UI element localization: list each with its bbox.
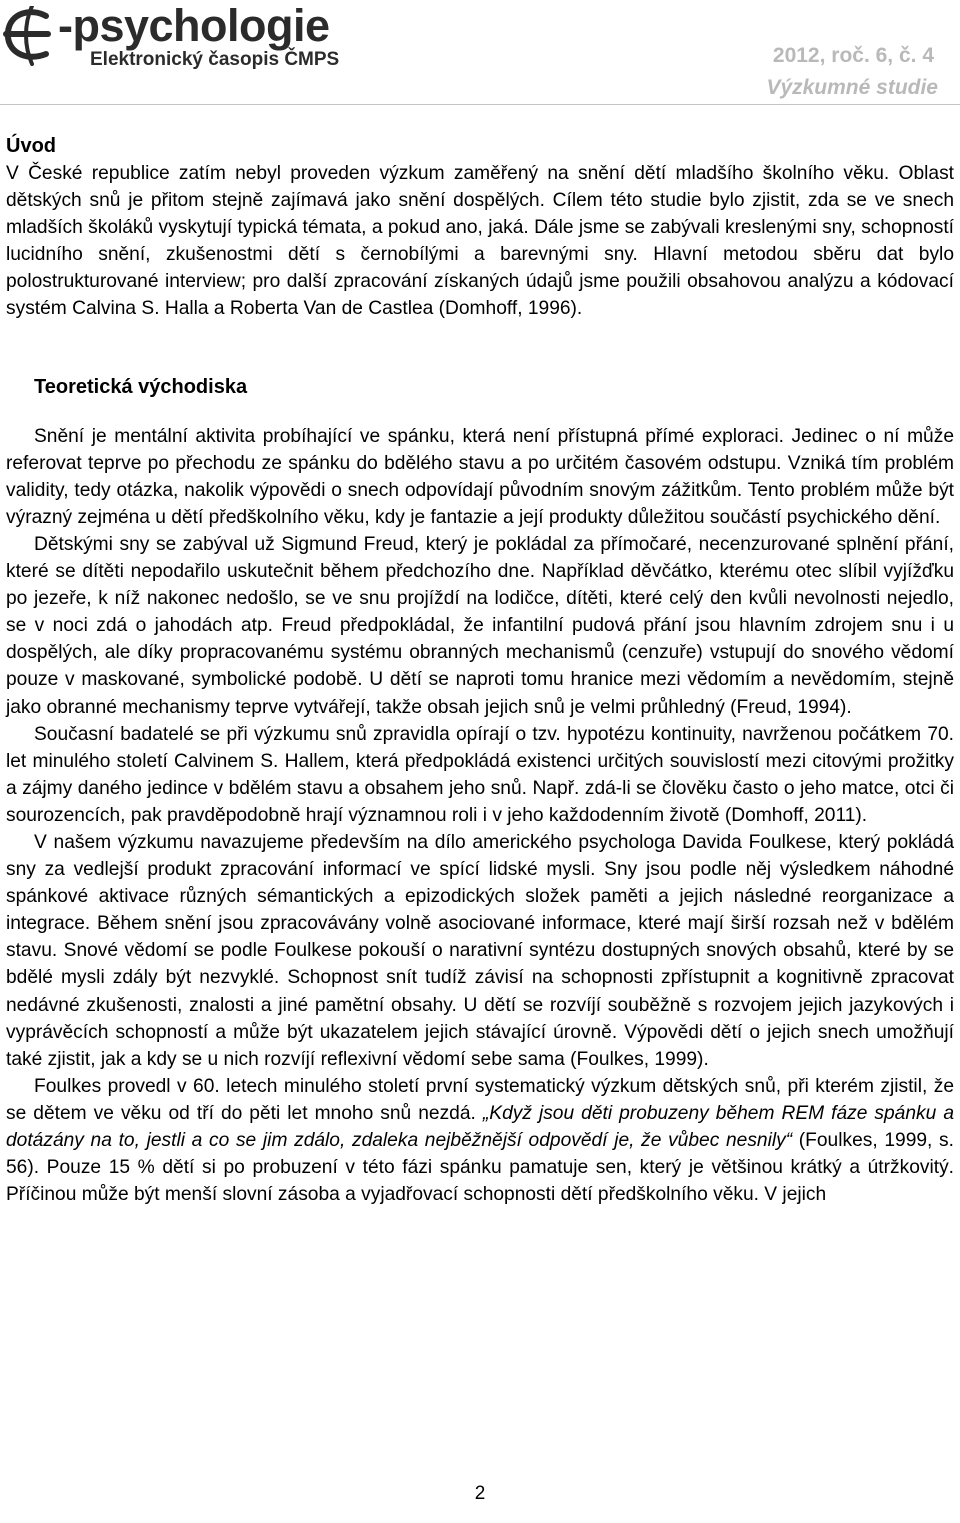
theory-paragraph-2: Dětskými sny se zabýval už Sigmund Freud, který je pokládal za přímočaré, necenzurované splnění přání, které se dítěti nepodařilo uskutečnit během předchozího dne. Například děvčátko, kterému otec slíbil vyjížďku po jezeře, k níž nakonec nedošlo, se ve snu projíždí na lodičce, dítěti, které celý den kvůli nevolnosti nejedlo, se v noci zdá o jahodách atp. Freud předpokládal, že infantilní pudová přání jsou hlavním zdrojem snu i u dospělých, ale díky propracovanému systému obranných mechanismů (cenzuře) vstupují do snového vědomí pouze v maskované, symbolické podobě. U dětí se naproti tomu hranice mezi vědomím a nevědomím, stejně jako obranné mechanismy teprve vytvářejí, takže obsah jejich snů je velmi průhledný (Freud, 1994). (6, 533, 954, 718)
paragraph-text: Foulkes provedl v 60. letech minulého století první systematický výzkum dětských snů, při kterém zjistil, že se dětem ve věku od tří do pěti let mnoho snů nezdá. (6, 1075, 954, 1124)
quoted-text: „Když jsou děti probuzeny během REM fáze spánku a dotázány na to, jestli a co se jim zdálo, zdaleka nejběžnější odpovědí je, že vůbec nesnily“ (6, 1102, 954, 1151)
theory-paragraph-4: V našem výzkumu navazujeme především na dílo amerického psychologa Davida Foulkese, který pokládá sny za vedlejší produkt zpracování informací ve spící lidské mysli. Sny jsou podle něj výsledkem náhodné spánkové aktivace různých sémantických a epizodických složek paměti a jejich následné reorganizace a integrace. Během snění jsou zpracovávány volně asociované informace, které mají širší rozsah než v bdělém stavu. Snové vědomí se podle Foulkese pokouší o narativní syntézu dostupných snových obsahů, které by se bdělé mysli zdály být nezvyklé. Schopnost snít tudíž závisí na schopnosti zpřístupnit a kognitivně zpracovat nedávné zkušenosti, znalosti a jiné pamětní obsahy. U dětí se rozvíjí souběžně s rozvojem jejich jazykových i vyprávěcích schopností a může být ukazatelem jejich stávající úrovně. Výpovědi dětí o jejich snech umožňují také zjistit, jak a kdy se u nich rozvíjí reflexivní vědomí sebe sama (Foulkes, 1999). (6, 831, 954, 1070)
paragraph-text: (Foulkes, 1999, s. 56). Pouze 15 % dětí si po probuzení v této fázi spánku pamatuje sen, který je většinou krátký a útržkovitý. Příčinou může být menší slovní zásoba a vyjadřovací schopnosti dětí předškolního věku. V jejich (6, 1130, 954, 1206)
header-divider (0, 104, 960, 105)
page-header (0, 0, 960, 105)
logo-subtitle: Elektronický časopis ČMPS (90, 49, 340, 70)
theory-paragraph-5 (6, 1073, 954, 1208)
theory-heading: Teoretická východiska (34, 375, 248, 398)
theory-paragraph-3: Současní badatelé se při výzkumu snů zpravidla opírají o tzv. hypotézu kontinuity, navrženou počátkem 70. let minulého století Calvinem S. Hallem, která předpokládá existenci určitých souvislostí mezi citovými prožitky a zájmy daného jedince v bdělém stavu a obsahem jeho snů. Např. zdá-li se člověku často o jeho matce, otci či sourozencích, pak pravděpodobně hrají významnou roli i v jeho každodenním životě (Domhoff, 2011). (6, 723, 954, 826)
intro-paragraph: V České republice zatím nebyl proveden výzkum zaměřený na snění dětí mladšího školního věku. Oblast dětských snů je přitom stejně zajímavá jako snění dospělých. Cílem této studie bylo zjistit, zda se ve snech mladších školáků vyskytují typická témata, a pokud ano, jaká. Dále jsme se zabývali kreslenými sny, schopností lucidního snění, zkušenostmi dětí s černobílými a barevnými sny. Hlavní metodou sběru dat bylo polostrukturované interview; pro další zpracování získaných údajů jsme použili obsahovou analýzu a kódovací systém Calvina S. Halla a Roberta Van de Castlea (Domhoff, 1996). (6, 163, 954, 320)
logo-title: -psychologie (58, 0, 330, 51)
section-label: Výzkumné studie (766, 76, 938, 99)
issue-label: 2012, roč. 6, č. 4 (772, 44, 934, 67)
e-logo-icon (2, 6, 64, 66)
article-body (6, 128, 954, 1208)
page-number: 2 (474, 1483, 486, 1504)
intro-heading: Úvod (6, 135, 56, 157)
journal-logo (2, 2, 362, 72)
theory-paragraph-1: Snění je mentální aktivita probíhající ve spánku, která není přístupná přímé exploraci. Jedinec o ní může referovat teprve po přechodu ze spánku do bdělého stavu a po určitém časovém odstupu. Vzniká tím problém validity, tedy otázka, nakolik výpovědi o snech odpovídají původním snovým zážitkům. Tento problém může být výrazný zejména u dětí předškolního věku, kdy je fantazie a její produkty důležitou součástí psychického dění. (6, 425, 954, 528)
